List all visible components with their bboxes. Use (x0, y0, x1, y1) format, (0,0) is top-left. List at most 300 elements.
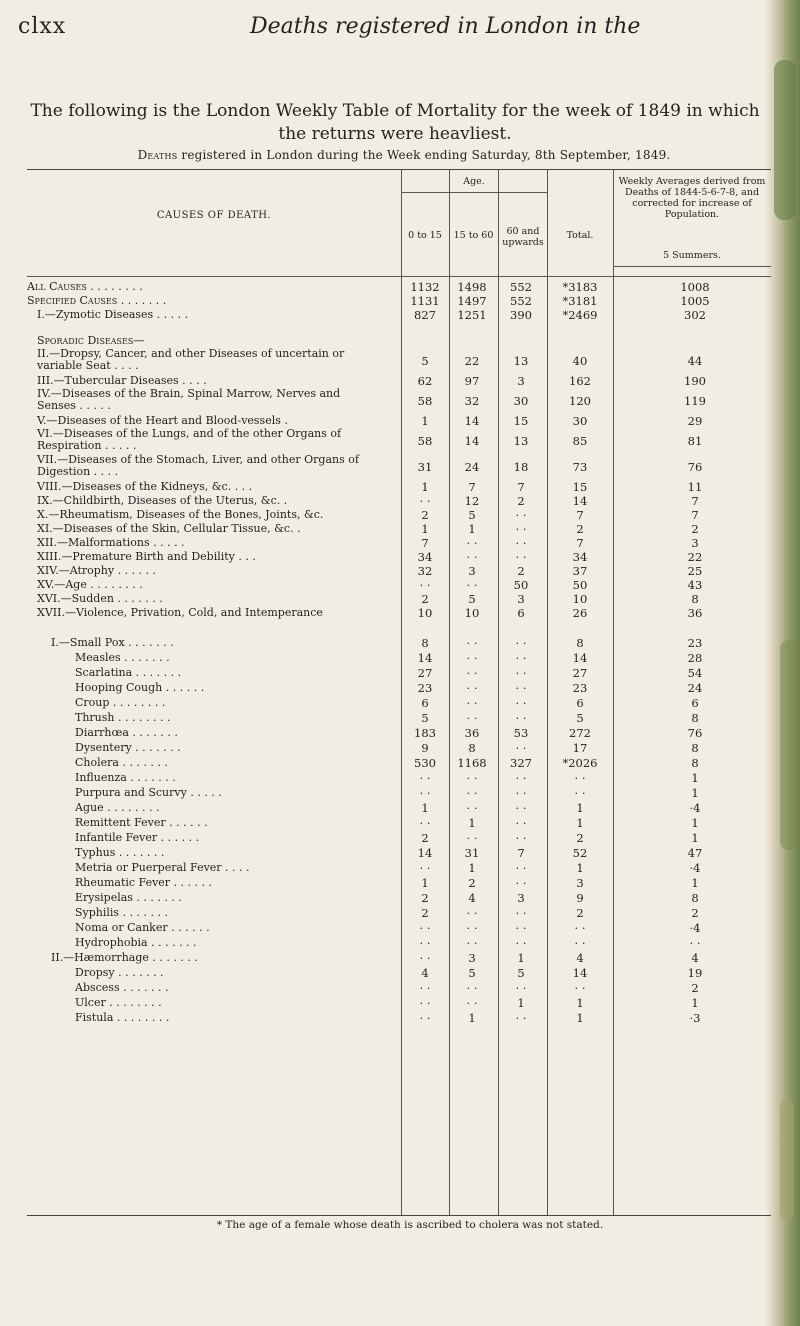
weekly-average-value: 1005 (680, 294, 710, 308)
cause-label: Cholera . . . . . . . (75, 756, 168, 769)
age-15-60-value: 1 (468, 522, 476, 536)
table-row (27, 786, 771, 800)
weekly-average-header: Weekly Averages derived from Deaths of 1844-5-6-7-8, and corrected for increase of Population. (618, 176, 766, 220)
age-15-60-value: · · (466, 666, 478, 680)
age-60-up-value: 5 (517, 966, 525, 980)
table-row (27, 522, 771, 536)
age-0-15-value: 8 (421, 636, 429, 650)
cause-label: Thrush . . . . . . . . (75, 711, 171, 724)
total-value: · · (574, 936, 586, 950)
weekly-average-value: ·4 (689, 861, 701, 875)
age-0-15-value: 58 (417, 394, 433, 408)
weekly-average-value: ·4 (689, 801, 701, 815)
cause-label: V.—Diseases of the Heart and Blood-vessels . (37, 414, 288, 427)
age-60-up-value: 2 (517, 564, 525, 578)
age-60-up-value: · · (515, 771, 527, 785)
age-60-up-value: · · (515, 636, 527, 650)
weekly-average-value: 8 (691, 741, 699, 755)
age-0-15-value: 2 (421, 831, 429, 845)
cause-label: XIV.—Atrophy . . . . . . (37, 564, 157, 577)
age-0-15-value: 4 (421, 966, 429, 980)
age-header: Age. (463, 176, 485, 187)
age-60-up-value: · · (515, 681, 527, 695)
sporadic-diseases-heading: Sporadic Diseases— (37, 334, 145, 347)
total-value: 10 (572, 592, 588, 606)
total-value: · · (574, 981, 586, 995)
age-15-60-value: 1497 (457, 294, 487, 308)
weekly-average-value: · · (689, 936, 701, 950)
age-0-15-value: 14 (417, 651, 433, 665)
age-15-60-value: · · (466, 906, 478, 920)
age-0-15-value: 10 (417, 606, 433, 620)
table-row (27, 294, 771, 308)
age-15-60-value: 36 (464, 726, 480, 740)
total-value: *2026 (562, 756, 598, 770)
age-0-15-value: 1131 (410, 294, 440, 308)
age-15-60-value: 22 (464, 354, 480, 368)
weekly-average-value: 25 (687, 564, 703, 578)
cause-label: Dropsy . . . . . . . (75, 966, 164, 979)
age-15-60-value: 32 (464, 394, 480, 408)
weekly-average-value: 8 (691, 711, 699, 725)
cause-label: Typhus . . . . . . . (75, 846, 165, 859)
age-60-up-value: 3 (517, 592, 525, 606)
age-0-15-value: 1 (421, 801, 429, 815)
age-15-60-value: · · (466, 651, 478, 665)
age-15-60-value: · · (466, 636, 478, 650)
cause-label: VI.—Diseases of the Lungs, and of the other Organs of Respiration . . . . . (37, 428, 342, 452)
age-0-15-value: · · (419, 1011, 431, 1025)
cause-label: All Causes . . . . . . . . (27, 280, 143, 293)
table-caption (24, 148, 784, 162)
table-row (27, 906, 771, 920)
weekly-average-value: 119 (684, 394, 706, 408)
weekly-average-value: 8 (691, 592, 699, 606)
total-value: 52 (572, 846, 588, 860)
cause-label: Dysentery . . . . . . . (75, 741, 181, 754)
age-15-60-value: 5 (468, 508, 476, 522)
age-0-15-header: 0 to 15 (408, 230, 442, 241)
total-value: 3 (576, 876, 584, 890)
total-value: 1 (576, 996, 584, 1010)
table-row (27, 771, 771, 785)
weekly-average-value: 44 (687, 354, 703, 368)
total-value: 1 (576, 801, 584, 815)
age-15-60-value: 3 (468, 564, 476, 578)
age-15-60-value: 97 (464, 374, 480, 388)
age-0-15-value: 1 (421, 480, 429, 494)
age-15-60-header: 15 to 60 (453, 230, 494, 241)
age-60-up-value: 13 (513, 354, 529, 368)
weekly-average-value: 2 (691, 981, 699, 995)
age-60-up-value: 7 (517, 480, 525, 494)
cause-label: X.—Rheumatism, Diseases of the Bones, Joints, &c. (37, 508, 324, 521)
age-0-15-value: 14 (417, 846, 433, 860)
age-60-up-value: · · (515, 981, 527, 995)
total-value: 2 (576, 831, 584, 845)
age-15-60-value: 1 (468, 861, 476, 875)
age-60-up-value: · · (515, 536, 527, 550)
cause-label: Abscess . . . . . . . (75, 981, 169, 994)
age-0-15-value: 32 (417, 564, 433, 578)
table-row (27, 681, 771, 695)
table-row (27, 861, 771, 875)
age-0-15-value: · · (419, 816, 431, 830)
age-15-60-value: · · (466, 786, 478, 800)
age-60-up-value: · · (515, 550, 527, 564)
cause-label: Rheumatic Fever . . . . . . (75, 876, 213, 889)
weekly-average-value: 4 (691, 951, 699, 965)
total-value: *2469 (562, 308, 598, 322)
age-60-up-value: 3 (517, 374, 525, 388)
total-value: · · (574, 771, 586, 785)
cause-label: II.—Dropsy, Cancer, and other Diseases of uncertain or variable Seat . . . . (37, 348, 345, 372)
age-0-15-value: · · (419, 981, 431, 995)
table-row (27, 711, 771, 725)
age-0-15-value: 827 (414, 308, 436, 322)
age-15-60-value: · · (466, 936, 478, 950)
weekly-average-value: 1 (691, 876, 699, 890)
cause-label: Fistula . . . . . . . . (75, 1011, 170, 1024)
table-row (27, 921, 771, 935)
table-row (27, 428, 771, 454)
table-row (27, 606, 771, 620)
weekly-average-value: 36 (687, 606, 703, 620)
cause-label: I.—Zymotic Diseases . . . . . (37, 308, 189, 321)
age-60-up-value: · · (515, 696, 527, 710)
weekly-average-value: 7 (691, 494, 699, 508)
cause-label: VIII.—Diseases of the Kidneys, &c. . . . (37, 480, 253, 493)
weekly-average-value: 7 (691, 508, 699, 522)
cause-label: Specified Causes . . . . . . . (27, 294, 167, 307)
age-15-60-value: 2 (468, 876, 476, 890)
page-edge-binding (766, 0, 800, 1326)
weekly-average-value: 19 (687, 966, 703, 980)
cause-label: Croup . . . . . . . . (75, 696, 166, 709)
table-row (27, 801, 771, 815)
table-row (27, 951, 771, 965)
age-0-15-value: · · (419, 861, 431, 875)
total-value: 14 (572, 966, 588, 980)
causes-header: CAUSES OF DEATH. (156, 210, 272, 221)
weekly-average-value: 22 (687, 550, 703, 564)
age-0-15-value: 9 (421, 741, 429, 755)
total-value: 15 (572, 480, 588, 494)
cause-label: VII.—Diseases of the Stomach, Liver, and other Organs of Digestion . . . . (37, 454, 359, 478)
total-value: *3183 (562, 280, 598, 294)
table-row (27, 536, 771, 550)
table-row (27, 388, 771, 414)
total-value: 30 (572, 414, 588, 428)
total-value: 6 (576, 696, 584, 710)
age-0-15-value: 31 (417, 460, 433, 474)
cause-label: Infantile Fever . . . . . . (75, 831, 200, 844)
running-title: Deaths registered in London in the (250, 14, 641, 39)
total-value: 50 (572, 578, 588, 592)
total-value: 37 (572, 564, 588, 578)
weekly-average-value: ·4 (689, 921, 701, 935)
running-head (18, 14, 758, 44)
table-row (27, 831, 771, 845)
age-60-up-value: · · (515, 921, 527, 935)
total-value: 14 (572, 494, 588, 508)
page-edge-stain (780, 1100, 794, 1220)
total-value: 9 (576, 891, 584, 905)
age-0-15-value: · · (419, 578, 431, 592)
age-60-up-value: · · (515, 831, 527, 845)
age-15-60-value: 1498 (457, 280, 487, 294)
cause-label: XI.—Diseases of the Skin, Cellular Tissue, &c. . (37, 522, 301, 535)
total-value: 7 (576, 508, 584, 522)
cause-label: Ague . . . . . . . . (75, 801, 160, 814)
cause-label: Ulcer . . . . . . . . (75, 996, 162, 1009)
age-60-up-value: · · (515, 801, 527, 815)
age-0-15-value: 183 (414, 726, 436, 740)
page-edge-stain (780, 640, 798, 850)
table-row (27, 756, 771, 770)
cause-label: XII.—Malformations . . . . . (37, 536, 185, 549)
table-row (27, 651, 771, 665)
age-15-60-value: · · (466, 801, 478, 815)
age-0-15-value: 530 (414, 756, 436, 770)
age-0-15-value: 2 (421, 906, 429, 920)
weekly-average-value: 23 (687, 636, 703, 650)
age-60-up-value: · · (515, 786, 527, 800)
age-15-60-value: 1 (468, 1011, 476, 1025)
age-60-up-value: 2 (517, 494, 525, 508)
age-15-60-value: 14 (464, 434, 480, 448)
age-15-60-value: · · (466, 550, 478, 564)
cause-label: III.—Tubercular Diseases . . . . (37, 374, 207, 387)
cause-label: Metria or Puerperal Fever . . . . (75, 861, 250, 874)
weekly-average-value: 2 (691, 906, 699, 920)
table-row (27, 374, 771, 388)
table-row (27, 578, 771, 592)
total-value: 5 (576, 711, 584, 725)
weekly-average-value: 302 (684, 308, 706, 322)
age-60-up-value: 15 (513, 414, 529, 428)
cause-label: I.—Small Pox . . . . . . . (51, 636, 174, 649)
table-row (27, 981, 771, 995)
table-row (27, 666, 771, 680)
age-0-15-value: 2 (421, 592, 429, 606)
cause-label: Noma or Canker . . . . . . (75, 921, 210, 934)
total-value: 17 (572, 741, 588, 755)
total-value: 26 (572, 606, 588, 620)
weekly-average-value: 54 (687, 666, 703, 680)
page-number: clxx (18, 14, 67, 39)
age-0-15-value: 27 (417, 666, 433, 680)
total-value: 1 (576, 1011, 584, 1025)
total-value: 8 (576, 636, 584, 650)
total-value: 2 (576, 522, 584, 536)
cause-label: XVI.—Sudden . . . . . . . (37, 592, 163, 605)
summers-header: 5 Summers. (663, 250, 721, 261)
total-value: 27 (572, 666, 588, 680)
age-15-60-value: 24 (464, 460, 480, 474)
age-60-up-value: 390 (510, 308, 532, 322)
age-60-up-value: 1 (517, 951, 525, 965)
age-15-60-value: · · (466, 578, 478, 592)
age-0-15-value: 1132 (410, 280, 440, 294)
age-0-15-value: · · (419, 936, 431, 950)
age-60-up-value: · · (515, 741, 527, 755)
age-0-15-value: 23 (417, 681, 433, 695)
age-60-up-value: · · (515, 816, 527, 830)
weekly-average-value: 24 (687, 681, 703, 695)
section-heading (27, 334, 771, 348)
total-value: 73 (572, 460, 588, 474)
age-0-15-value: 5 (421, 711, 429, 725)
age-60-up-value: · · (515, 651, 527, 665)
age-60-up-value: · · (515, 861, 527, 875)
cause-label: XV.—Age . . . . . . . . (37, 578, 143, 591)
age-0-15-value: 62 (417, 374, 433, 388)
cause-label: Syphilis . . . . . . . (75, 906, 169, 919)
age-60-up-value: 552 (510, 294, 532, 308)
total-value: 4 (576, 951, 584, 965)
age-15-60-value: · · (466, 711, 478, 725)
age-60-up-value: · · (515, 522, 527, 536)
weekly-average-value: 1 (691, 786, 699, 800)
weekly-average-value: 76 (687, 460, 703, 474)
total-value: 85 (572, 434, 588, 448)
table-row (27, 308, 771, 322)
cause-label: Measles . . . . . . . (75, 651, 170, 664)
age-15-60-value: · · (466, 981, 478, 995)
weekly-average-value: 1008 (680, 280, 710, 294)
cause-label: XIII.—Premature Birth and Debility . . . (37, 550, 256, 563)
table-row (27, 592, 771, 606)
total-header: Total. (566, 230, 594, 241)
age-header-rule (401, 192, 547, 193)
cause-label: Remittent Fever . . . . . . (75, 816, 208, 829)
age-15-60-value: 1 (468, 816, 476, 830)
total-value: 2 (576, 906, 584, 920)
age-0-15-value: 7 (421, 536, 429, 550)
age-15-60-value: · · (466, 536, 478, 550)
age-15-60-value: 5 (468, 592, 476, 606)
table-row (27, 876, 771, 890)
age-0-15-value: 1 (421, 876, 429, 890)
age-15-60-value: · · (466, 996, 478, 1010)
total-value: 14 (572, 651, 588, 665)
age-15-60-value: 12 (464, 494, 480, 508)
table-row (27, 696, 771, 710)
age-15-60-value: · · (466, 681, 478, 695)
table-row (27, 996, 771, 1010)
age-15-60-value: 14 (464, 414, 480, 428)
table-row (27, 741, 771, 755)
age-60-up-value: 13 (513, 434, 529, 448)
weekly-average-value: 81 (687, 434, 703, 448)
weekly-average-value: ·3 (689, 1011, 701, 1025)
total-value: · · (574, 786, 586, 800)
total-value: 162 (569, 374, 591, 388)
table-row (27, 494, 771, 508)
age-15-60-value: 31 (464, 846, 480, 860)
age-0-15-value: 34 (417, 550, 433, 564)
age-60-up-value: 327 (510, 756, 532, 770)
age-0-15-value: 2 (421, 891, 429, 905)
age-0-15-value: · · (419, 996, 431, 1010)
age-0-15-value: 1 (421, 414, 429, 428)
table-row (27, 550, 771, 564)
table-row (27, 846, 771, 860)
cause-label: Influenza . . . . . . . (75, 771, 176, 784)
age-0-15-value: 58 (417, 434, 433, 448)
age-60-up-value: 30 (513, 394, 529, 408)
weekly-average-value: 29 (687, 414, 703, 428)
weekly-average-value: 76 (687, 726, 703, 740)
total-value: 23 (572, 681, 588, 695)
table-row (27, 348, 771, 374)
age-15-60-value: 5 (468, 966, 476, 980)
intro-paragraph: The following is the London Weekly Table of Mortality for the week of 1849 in which the returns were heavliest. (30, 101, 760, 144)
age-60-up-value: 7 (517, 846, 525, 860)
caption-lead: Deaths (137, 148, 178, 162)
cause-label: IV.—Diseases of the Brain, Spinal Marrow, Nerves and Senses . . . . . (37, 388, 341, 412)
age-0-15-value: 2 (421, 508, 429, 522)
total-value: · · (574, 921, 586, 935)
table-row (27, 966, 771, 980)
age-15-60-value: · · (466, 696, 478, 710)
weekly-average-value: 28 (687, 651, 703, 665)
age-60-up-value: · · (515, 711, 527, 725)
age-0-15-value: 6 (421, 696, 429, 710)
summers-rule (613, 266, 771, 267)
table-row (27, 508, 771, 522)
age-15-60-value: 4 (468, 891, 476, 905)
age-60-up-value: · · (515, 906, 527, 920)
weekly-average-value: 1 (691, 816, 699, 830)
total-value: 272 (569, 726, 591, 740)
total-value: 1 (576, 816, 584, 830)
age-0-15-value: · · (419, 494, 431, 508)
cause-label: Scarlatina . . . . . . . (75, 666, 182, 679)
weekly-average-value: 1 (691, 831, 699, 845)
total-value: 7 (576, 536, 584, 550)
total-value: *3181 (562, 294, 598, 308)
table-row (27, 891, 771, 905)
cause-label: Diarrhœa . . . . . . . (75, 726, 178, 739)
age-60-up-value: 18 (513, 460, 529, 474)
weekly-average-value: 6 (691, 696, 699, 710)
age-15-60-value: 7 (468, 480, 476, 494)
age-60-up-value: 1 (517, 996, 525, 1010)
weekly-average-value: 43 (687, 578, 703, 592)
weekly-average-value: 8 (691, 756, 699, 770)
age-15-60-value: 3 (468, 951, 476, 965)
page-edge-stain (774, 60, 796, 220)
age-0-15-value: 1 (421, 522, 429, 536)
age-0-15-value: · · (419, 786, 431, 800)
age-0-15-value: 5 (421, 354, 429, 368)
footnote: * The age of a female whose death is ascribed to cholera was not stated. (216, 1219, 604, 1231)
total-value: 1 (576, 861, 584, 875)
table-row (27, 280, 771, 294)
age-60-up-value: · · (515, 666, 527, 680)
age-15-60-value: 10 (464, 606, 480, 620)
age-60-up-value: 552 (510, 280, 532, 294)
weekly-average-value: 1 (691, 771, 699, 785)
cause-label: Erysipelas . . . . . . . (75, 891, 182, 904)
table-row (27, 636, 771, 650)
cause-label: XVII.—Violence, Privation, Cold, and Intemperance (37, 606, 323, 619)
cause-label: II.—Hæmorrhage . . . . . . . (51, 951, 198, 964)
table-row (27, 564, 771, 578)
age-15-60-value: 8 (468, 741, 476, 755)
